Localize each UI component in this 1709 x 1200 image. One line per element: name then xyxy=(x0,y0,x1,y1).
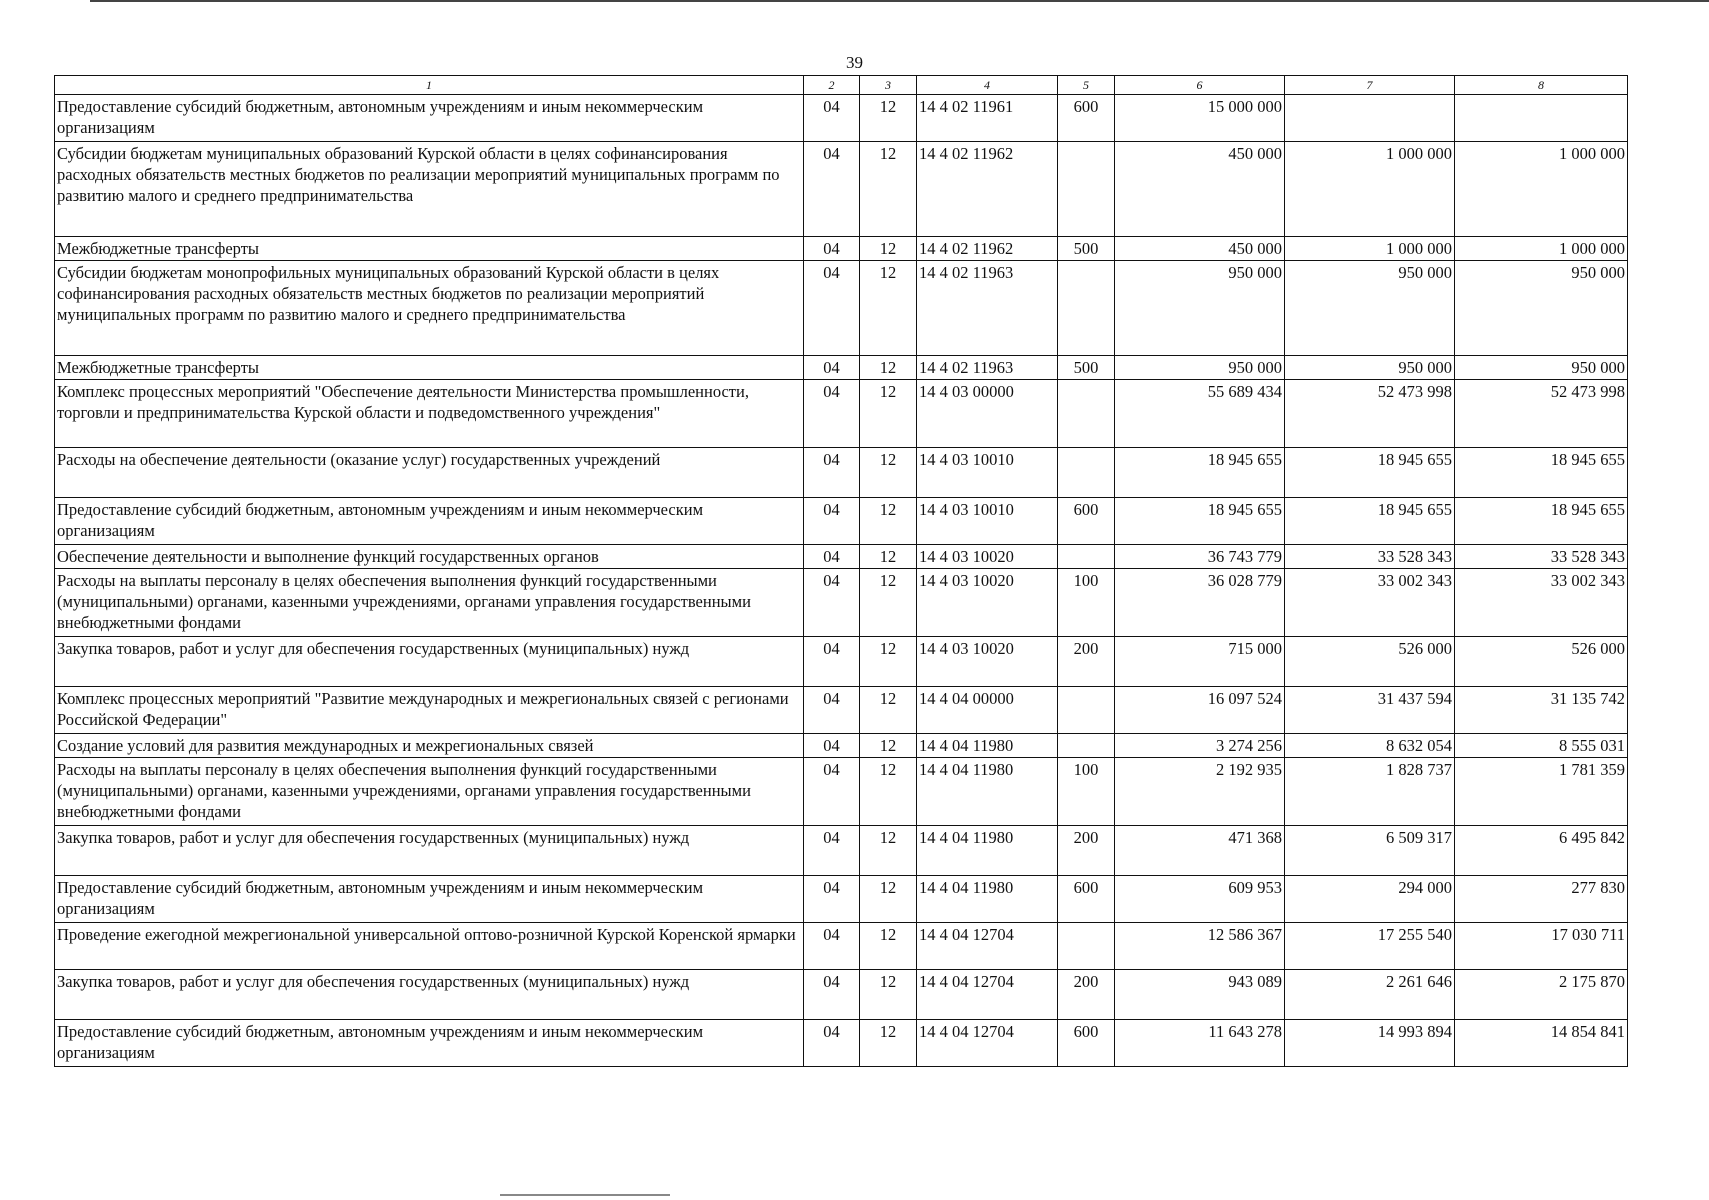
table-row xyxy=(55,356,1628,380)
table-row xyxy=(55,261,1628,356)
amount-year3-cell: 52 473 998 xyxy=(1455,380,1628,448)
subsection-code-cell: 12 xyxy=(860,826,917,876)
table-row xyxy=(55,498,1628,545)
expense-type-cell: 600 xyxy=(1058,876,1115,923)
subsection-code-cell: 12 xyxy=(860,95,917,142)
amount-year3-cell: 6 495 842 xyxy=(1455,826,1628,876)
amount-year1-cell: 18 945 655 xyxy=(1115,448,1285,498)
column-number: 2 xyxy=(804,76,860,95)
subsection-code-cell: 12 xyxy=(860,380,917,448)
amount-year3-cell: 277 830 xyxy=(1455,876,1628,923)
amount-year2-cell: 14 993 894 xyxy=(1285,1020,1455,1067)
expense-name-cell: Расходы на обеспечение деятельности (оказание услуг) государственных учреждений xyxy=(55,448,804,498)
subsection-code-cell: 12 xyxy=(860,734,917,758)
section-code-cell: 04 xyxy=(804,687,860,734)
expense-name-cell: Предоставление субсидий бюджетным, автономным учреждениям и иным некоммерческим организациям xyxy=(55,498,804,545)
table-row xyxy=(55,637,1628,687)
subsection-code-cell: 12 xyxy=(860,261,917,356)
target-article-cell: 14 4 04 11980 xyxy=(917,826,1058,876)
amount-year2-cell: 33 528 343 xyxy=(1285,545,1455,569)
expense-name-cell: Закупка товаров, работ и услуг для обеспечения государственных (муниципальных) нужд xyxy=(55,637,804,687)
section-code-cell: 04 xyxy=(804,923,860,970)
expense-type-cell xyxy=(1058,687,1115,734)
amount-year2-cell: 950 000 xyxy=(1285,261,1455,356)
table-row xyxy=(55,448,1628,498)
section-code-cell: 04 xyxy=(804,758,860,826)
amount-year3-cell: 33 528 343 xyxy=(1455,545,1628,569)
expense-name-cell: Межбюджетные трансферты xyxy=(55,356,804,380)
amount-year1-cell: 471 368 xyxy=(1115,826,1285,876)
target-article-cell: 14 4 02 11961 xyxy=(917,95,1058,142)
amount-year1-cell: 36 743 779 xyxy=(1115,545,1285,569)
section-code-cell: 04 xyxy=(804,261,860,356)
amount-year3-cell: 2 175 870 xyxy=(1455,970,1628,1020)
amount-year3-cell: 1 781 359 xyxy=(1455,758,1628,826)
table-row xyxy=(55,734,1628,758)
amount-year2-cell: 294 000 xyxy=(1285,876,1455,923)
expense-name-cell: Межбюджетные трансферты xyxy=(55,237,804,261)
subsection-code-cell: 12 xyxy=(860,923,917,970)
subsection-code-cell: 12 xyxy=(860,545,917,569)
amount-year1-cell: 55 689 434 xyxy=(1115,380,1285,448)
table-row xyxy=(55,923,1628,970)
expense-type-cell: 200 xyxy=(1058,826,1115,876)
scan-edge-top xyxy=(90,0,1709,2)
expense-type-cell xyxy=(1058,380,1115,448)
table-row xyxy=(55,380,1628,448)
section-code-cell: 04 xyxy=(804,448,860,498)
section-code-cell: 04 xyxy=(804,637,860,687)
target-article-cell: 14 4 03 10020 xyxy=(917,637,1058,687)
amount-year3-cell: 31 135 742 xyxy=(1455,687,1628,734)
amount-year3-cell: 33 002 343 xyxy=(1455,569,1628,637)
scan-edge-bottom xyxy=(500,1194,670,1196)
amount-year2-cell: 8 632 054 xyxy=(1285,734,1455,758)
amount-year1-cell: 609 953 xyxy=(1115,876,1285,923)
target-article-cell: 14 4 03 00000 xyxy=(917,380,1058,448)
amount-year3-cell: 8 555 031 xyxy=(1455,734,1628,758)
amount-year3-cell: 950 000 xyxy=(1455,261,1628,356)
section-code-cell: 04 xyxy=(804,569,860,637)
expense-type-cell xyxy=(1058,734,1115,758)
section-code-cell: 04 xyxy=(804,380,860,448)
amount-year2-cell: 18 945 655 xyxy=(1285,448,1455,498)
expense-type-cell: 200 xyxy=(1058,970,1115,1020)
expense-name-cell: Комплекс процессных мероприятий "Обеспечение деятельности Министерства промышленности, торговли и предпринимательства Курской области и подведомственного учреждения" xyxy=(55,380,804,448)
target-article-cell: 14 4 04 12704 xyxy=(917,923,1058,970)
amount-year3-cell: 17 030 711 xyxy=(1455,923,1628,970)
budget-table xyxy=(54,75,1628,1067)
expense-type-cell: 500 xyxy=(1058,237,1115,261)
amount-year3-cell xyxy=(1455,95,1628,142)
table-row xyxy=(55,687,1628,734)
expense-type-cell xyxy=(1058,545,1115,569)
amount-year1-cell: 943 089 xyxy=(1115,970,1285,1020)
section-code-cell: 04 xyxy=(804,734,860,758)
subsection-code-cell: 12 xyxy=(860,569,917,637)
section-code-cell: 04 xyxy=(804,545,860,569)
target-article-cell: 14 4 04 12704 xyxy=(917,970,1058,1020)
target-article-cell: 14 4 02 11962 xyxy=(917,142,1058,237)
expense-name-cell: Закупка товаров, работ и услуг для обеспечения государственных (муниципальных) нужд xyxy=(55,826,804,876)
table-row xyxy=(55,142,1628,237)
expense-type-cell: 600 xyxy=(1058,1020,1115,1067)
amount-year3-cell: 950 000 xyxy=(1455,356,1628,380)
expense-name-cell: Предоставление субсидий бюджетным, автономным учреждениям и иным некоммерческим организациям xyxy=(55,1020,804,1067)
amount-year2-cell xyxy=(1285,95,1455,142)
expense-name-cell: Комплекс процессных мероприятий "Развитие международных и межрегиональных связей с регионами Российской Федерации" xyxy=(55,687,804,734)
target-article-cell: 14 4 04 11980 xyxy=(917,876,1058,923)
section-code-cell: 04 xyxy=(804,826,860,876)
amount-year1-cell: 450 000 xyxy=(1115,142,1285,237)
amount-year2-cell: 17 255 540 xyxy=(1285,923,1455,970)
target-article-cell: 14 4 03 10020 xyxy=(917,569,1058,637)
column-number: 8 xyxy=(1455,76,1628,95)
table-row xyxy=(55,95,1628,142)
section-code-cell: 04 xyxy=(804,876,860,923)
section-code-cell: 04 xyxy=(804,142,860,237)
expense-name-cell: Расходы на выплаты персоналу в целях обеспечения выполнения функций государственными (муниципальными) органами, казенными учреждениями, органами управления государственными внебюджетными фондами xyxy=(55,758,804,826)
amount-year1-cell: 11 643 278 xyxy=(1115,1020,1285,1067)
subsection-code-cell: 12 xyxy=(860,142,917,237)
amount-year2-cell: 18 945 655 xyxy=(1285,498,1455,545)
target-article-cell: 14 4 02 11963 xyxy=(917,261,1058,356)
expense-name-cell: Проведение ежегодной межрегиональной универсальной оптово-розничной Курской Коренской ярмарки xyxy=(55,923,804,970)
amount-year2-cell: 1 000 000 xyxy=(1285,142,1455,237)
amount-year1-cell: 2 192 935 xyxy=(1115,758,1285,826)
amount-year2-cell: 6 509 317 xyxy=(1285,826,1455,876)
expense-type-cell xyxy=(1058,448,1115,498)
section-code-cell: 04 xyxy=(804,970,860,1020)
table-row xyxy=(55,876,1628,923)
column-number: 5 xyxy=(1058,76,1115,95)
subsection-code-cell: 12 xyxy=(860,1020,917,1067)
subsection-code-cell: 12 xyxy=(860,758,917,826)
subsection-code-cell: 12 xyxy=(860,970,917,1020)
section-code-cell: 04 xyxy=(804,356,860,380)
expense-type-cell xyxy=(1058,923,1115,970)
amount-year3-cell: 1 000 000 xyxy=(1455,142,1628,237)
expense-type-cell: 600 xyxy=(1058,95,1115,142)
section-code-cell: 04 xyxy=(804,498,860,545)
table-row xyxy=(55,758,1628,826)
table-row xyxy=(55,569,1628,637)
amount-year1-cell: 950 000 xyxy=(1115,356,1285,380)
table-row xyxy=(55,970,1628,1020)
target-article-cell: 14 4 02 11962 xyxy=(917,237,1058,261)
amount-year3-cell: 14 854 841 xyxy=(1455,1020,1628,1067)
subsection-code-cell: 12 xyxy=(860,876,917,923)
amount-year1-cell: 36 028 779 xyxy=(1115,569,1285,637)
table-row xyxy=(55,1020,1628,1067)
expense-name-cell: Предоставление субсидий бюджетным, автономным учреждениям и иным некоммерческим организациям xyxy=(55,876,804,923)
amount-year1-cell: 3 274 256 xyxy=(1115,734,1285,758)
table-body xyxy=(55,95,1628,1067)
expense-name-cell: Предоставление субсидий бюджетным, автономным учреждениям и иным некоммерческим организациям xyxy=(55,95,804,142)
column-number: 6 xyxy=(1115,76,1285,95)
subsection-code-cell: 12 xyxy=(860,498,917,545)
amount-year2-cell: 1 828 737 xyxy=(1285,758,1455,826)
amount-year1-cell: 450 000 xyxy=(1115,237,1285,261)
amount-year1-cell: 18 945 655 xyxy=(1115,498,1285,545)
column-number: 7 xyxy=(1285,76,1455,95)
target-article-cell: 14 4 03 10020 xyxy=(917,545,1058,569)
section-code-cell: 04 xyxy=(804,237,860,261)
target-article-cell: 14 4 03 10010 xyxy=(917,448,1058,498)
amount-year3-cell: 526 000 xyxy=(1455,637,1628,687)
amount-year1-cell: 950 000 xyxy=(1115,261,1285,356)
subsection-code-cell: 12 xyxy=(860,237,917,261)
amount-year1-cell: 715 000 xyxy=(1115,637,1285,687)
expense-name-cell: Субсидии бюджетам монопрофильных муниципальных образований Курской области в целях софинансирования расходных обязательств местных бюджетов по реализации мероприятий муниципальных программ по развитию малого и среднего предпринимательства xyxy=(55,261,804,356)
target-article-cell: 14 4 04 11980 xyxy=(917,758,1058,826)
column-number: 4 xyxy=(917,76,1058,95)
amount-year1-cell: 16 097 524 xyxy=(1115,687,1285,734)
subsection-code-cell: 12 xyxy=(860,637,917,687)
amount-year2-cell: 33 002 343 xyxy=(1285,569,1455,637)
target-article-cell: 14 4 04 00000 xyxy=(917,687,1058,734)
subsection-code-cell: 12 xyxy=(860,356,917,380)
expense-type-cell: 500 xyxy=(1058,356,1115,380)
table-row xyxy=(55,826,1628,876)
expense-name-cell: Расходы на выплаты персоналу в целях обеспечения выполнения функций государственными (муниципальными) органами, казенными учреждениями, органами управления государственными внебюджетными фондами xyxy=(55,569,804,637)
table-row xyxy=(55,545,1628,569)
page-number: 39 xyxy=(846,53,863,72)
expense-name-cell: Субсидии бюджетам муниципальных образований Курской области в целях софинансирования расходных обязательств местных бюджетов по реализации мероприятий муниципальных программ по развитию малого и среднего предпринимательства xyxy=(55,142,804,237)
expense-type-cell xyxy=(1058,261,1115,356)
amount-year2-cell: 526 000 xyxy=(1285,637,1455,687)
amount-year3-cell: 18 945 655 xyxy=(1455,498,1628,545)
amount-year2-cell: 1 000 000 xyxy=(1285,237,1455,261)
target-article-cell: 14 4 03 10010 xyxy=(917,498,1058,545)
subsection-code-cell: 12 xyxy=(860,687,917,734)
amount-year1-cell: 15 000 000 xyxy=(1115,95,1285,142)
target-article-cell: 14 4 02 11963 xyxy=(917,356,1058,380)
amount-year3-cell: 1 000 000 xyxy=(1455,237,1628,261)
target-article-cell: 14 4 04 12704 xyxy=(917,1020,1058,1067)
amount-year3-cell: 18 945 655 xyxy=(1455,448,1628,498)
expense-type-cell xyxy=(1058,142,1115,237)
column-number: 1 xyxy=(55,76,804,95)
amount-year2-cell: 31 437 594 xyxy=(1285,687,1455,734)
table-row xyxy=(55,237,1628,261)
column-number: 3 xyxy=(860,76,917,95)
expense-type-cell: 100 xyxy=(1058,569,1115,637)
target-article-cell: 14 4 04 11980 xyxy=(917,734,1058,758)
amount-year1-cell: 12 586 367 xyxy=(1115,923,1285,970)
expense-name-cell: Обеспечение деятельности и выполнение функций государственных органов xyxy=(55,545,804,569)
subsection-code-cell: 12 xyxy=(860,448,917,498)
expense-name-cell: Закупка товаров, работ и услуг для обеспечения государственных (муниципальных) нужд xyxy=(55,970,804,1020)
amount-year2-cell: 52 473 998 xyxy=(1285,380,1455,448)
amount-year2-cell: 950 000 xyxy=(1285,356,1455,380)
section-code-cell: 04 xyxy=(804,1020,860,1067)
amount-year2-cell: 2 261 646 xyxy=(1285,970,1455,1020)
expense-type-cell: 200 xyxy=(1058,637,1115,687)
expense-type-cell: 600 xyxy=(1058,498,1115,545)
section-code-cell: 04 xyxy=(804,95,860,142)
expense-name-cell: Создание условий для развития международных и межрегиональных связей xyxy=(55,734,804,758)
expense-type-cell: 100 xyxy=(1058,758,1115,826)
column-number-row xyxy=(55,76,1628,95)
